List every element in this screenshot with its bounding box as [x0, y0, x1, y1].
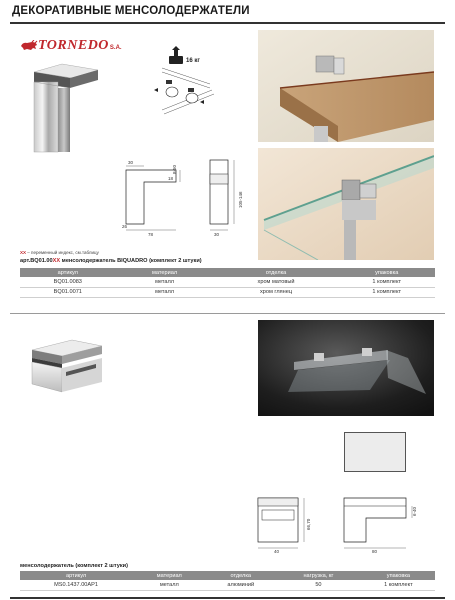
- dim-left-label: 26: [122, 224, 128, 229]
- table-row: MS0.1437.00AP1 металл алюминий 50 1 комплект: [20, 580, 435, 590]
- brand-suffix: S.A.: [109, 44, 122, 51]
- bull-logo-icon: [20, 40, 38, 52]
- article-description: менсолодержатель BIQUADRO (комплект 2 штуки): [60, 258, 202, 264]
- dim2-width-label: 40: [274, 549, 280, 554]
- article-prefix: арт.BQ01.00: [20, 258, 53, 264]
- biquadro-technical-drawing: [114, 146, 262, 238]
- dim-inner-label: 18: [168, 176, 174, 181]
- weight-arrow-icon: [172, 46, 180, 56]
- dim-width-label: 78: [148, 232, 154, 237]
- glass-shelf-dark-photo: [258, 320, 434, 416]
- col-package: упаковка: [362, 571, 435, 580]
- article-code: XX: [52, 258, 61, 264]
- col-load: нагрузка, кг: [275, 571, 362, 580]
- aluminium-finish-swatch: [344, 432, 406, 472]
- load-diagram: [150, 44, 222, 120]
- col-package: упаковка: [338, 268, 435, 277]
- biquadro-bracket-image: [22, 58, 100, 154]
- aluminium-bracket-image: [26, 328, 106, 394]
- col-finish: отделка: [214, 268, 339, 277]
- table-header-row: [20, 268, 435, 277]
- note-text: – переменный индекс, см.таблицу: [26, 250, 99, 255]
- aluminium-technical-drawing: [236, 490, 436, 554]
- dim2-length-label: 80: [372, 549, 378, 554]
- col-article: артикул: [20, 571, 132, 580]
- aluminium-bracket-title: менсолодержатель (комплект 2 штуки): [20, 563, 128, 569]
- aluminium-spec-table: [20, 571, 435, 591]
- variable-index-note: [20, 250, 99, 255]
- dim-depth-label: 30: [214, 232, 220, 237]
- brand-logo: [20, 38, 122, 54]
- dim2-gap-label: 6-40: [412, 506, 417, 516]
- dim-range-label: 105-146: [238, 191, 243, 208]
- load-weight-label: 16 кг: [186, 58, 200, 64]
- brand-name: TORNEDO: [38, 38, 109, 53]
- section-divider: [10, 313, 445, 314]
- glass-shelf-photo: [258, 148, 434, 260]
- footer-rule: [10, 597, 445, 599]
- col-finish: отделка: [206, 571, 275, 580]
- dim2-height-label: 66,70: [306, 518, 311, 530]
- col-material: материал: [132, 571, 206, 580]
- table-header-row: [20, 571, 435, 580]
- header-rule: [10, 22, 445, 24]
- table-row: BQ01.0083 металл хром матовый 1 комплект: [20, 277, 435, 287]
- col-material: материал: [116, 268, 214, 277]
- col-article: артикул: [20, 268, 116, 277]
- dim-top-label: 30: [128, 160, 134, 165]
- dim-height-label: 8-50: [172, 164, 177, 174]
- page-title: ДЕКОРАТИВНЫЕ МЕНСОЛОДЕРЖАТЕЛИ: [12, 5, 250, 17]
- table-row: BQ01.0071 металл хром глянец 1 комплект: [20, 287, 435, 297]
- note-code: XX: [20, 250, 27, 255]
- wood-shelf-photo: [258, 30, 434, 142]
- weight-icon: [169, 56, 183, 64]
- biquadro-spec-table: [20, 268, 435, 298]
- article-line: [20, 258, 202, 264]
